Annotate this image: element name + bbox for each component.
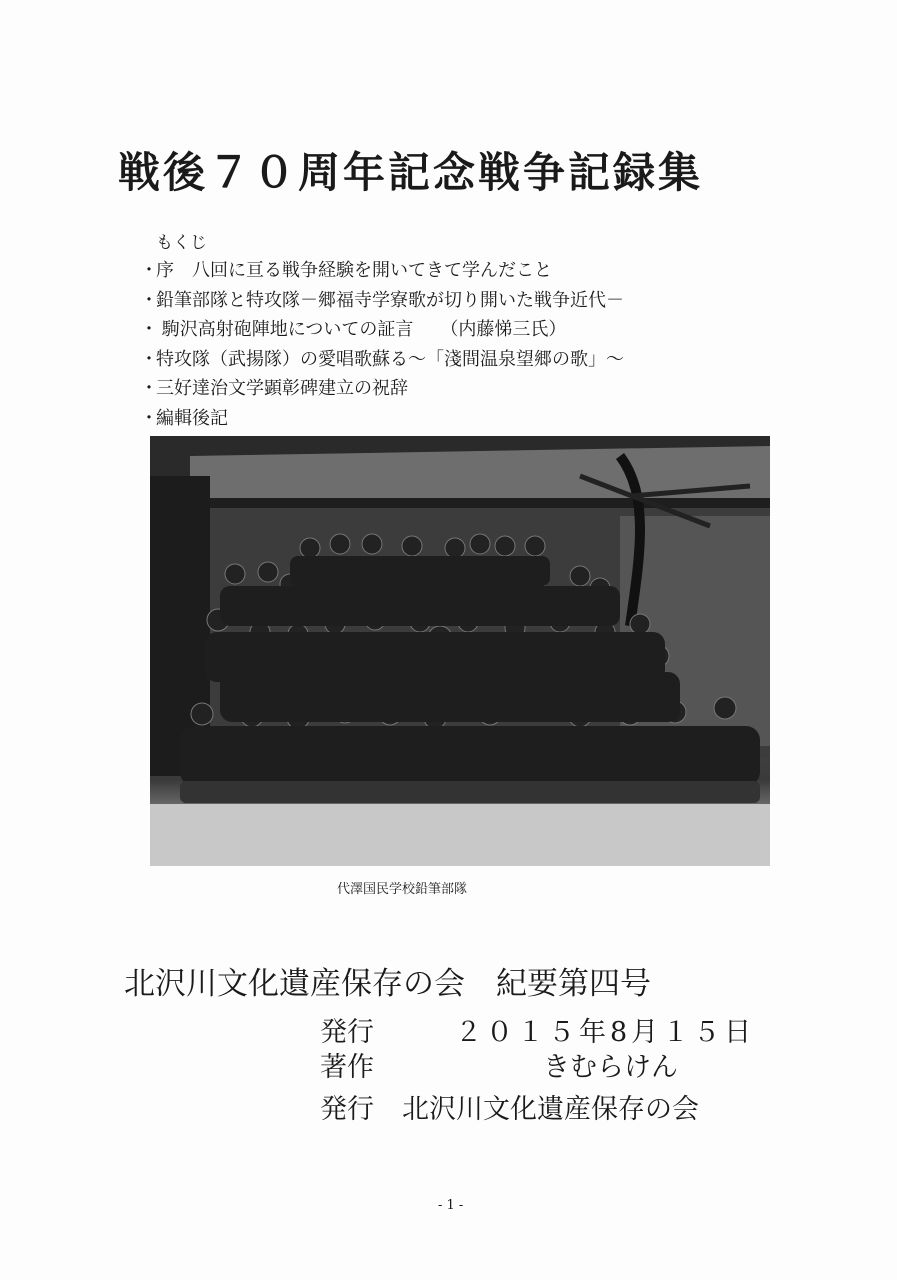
author-row [320,1045,678,1084]
toc-item [140,256,624,286]
toc-bullet: ・ [140,289,158,311]
toc-bullet: ・ [140,260,158,281]
toc-item [140,374,624,404]
toc-item-text: 鉛筆部隊と特攻隊－郷福寺学寮歌が切り開いた戦争近代－ [156,289,624,311]
group-photo [150,436,770,866]
toc-item-text: 三好達治文学顕彰碑建立の祝辞 [156,378,408,399]
toc-item [140,286,624,316]
organization-bulletin-title: 北沢川文化遺産保存の会 紀要第四号 [124,966,651,1002]
toc-item [140,404,624,434]
publisher-row [320,1087,699,1126]
author-label: 著作 [320,1052,374,1083]
toc-heading: もくじ [156,233,207,253]
document-title: 戦後７０周年記念戦争記録集 [118,148,704,197]
photo-caption: 代澤国民学校鉛筆部隊 [337,882,468,897]
toc-item-text: 序 八回に亘る戦争経験を開いてきて学んだこと [156,260,552,281]
publication-date-row [320,1010,756,1049]
toc-item [140,315,624,345]
toc-item-text: 編輯後記 [156,407,228,429]
toc-bullet: ・ [140,407,158,429]
toc-bullet: ・ [140,348,158,370]
group-photo-illustration [150,436,770,866]
publisher-value: 北沢川文化遺産保存の会 [402,1094,699,1125]
toc-item-text: 駒沢高射砲陣地についての証言 （内藤悌三氏） [156,319,567,340]
author-value: きむらけん [543,1052,678,1083]
toc-bullet: ・ [140,378,158,399]
toc-bullet: ・ [140,319,158,340]
publication-date-label: 発行 [320,1017,374,1048]
page-number: - 1 - [438,1198,464,1213]
publisher-label: 発行 [320,1094,374,1125]
publication-date-value: ２０１５年8月１５日 [455,1017,756,1048]
toc-item-text: 特攻隊（武揚隊）の愛唱歌蘇る～「淺間温泉望郷の歌」～ [156,348,624,370]
table-of-contents [140,256,624,433]
toc-item [140,345,624,375]
